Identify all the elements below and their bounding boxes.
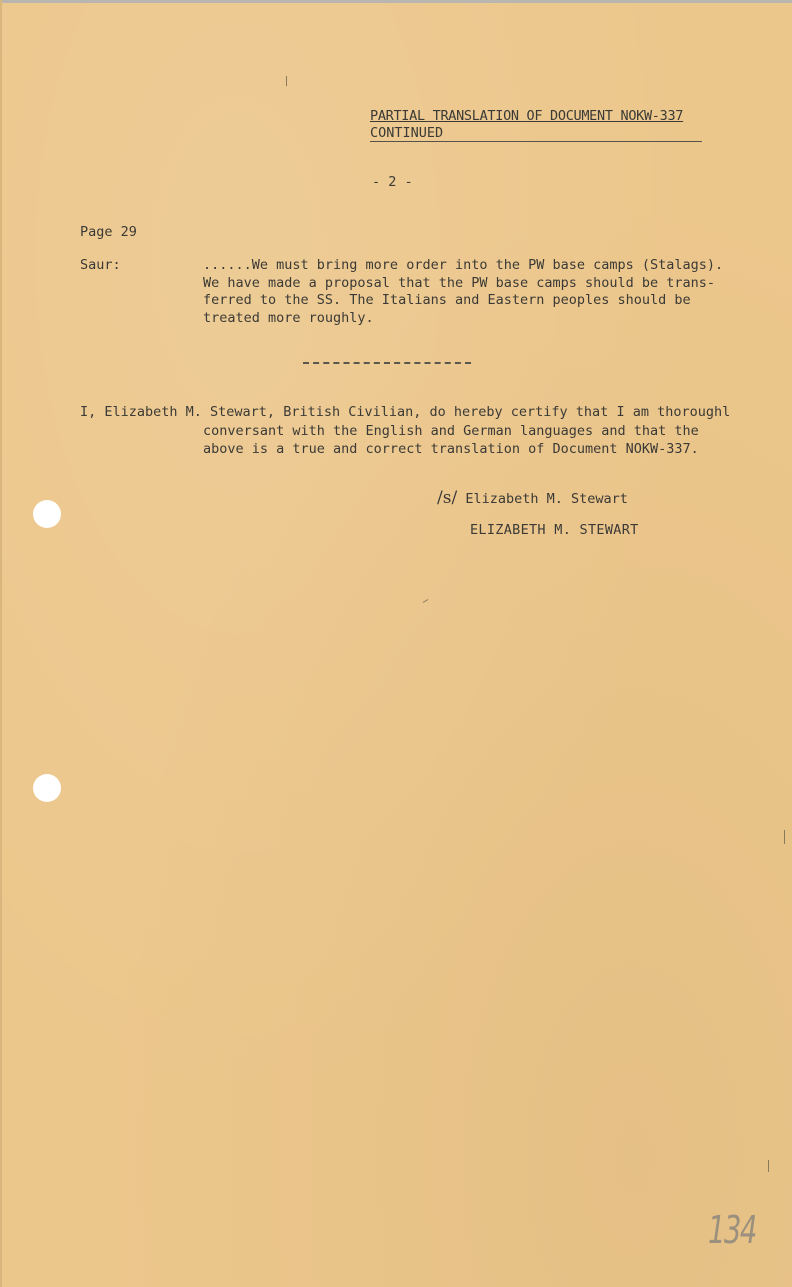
paper-mark xyxy=(784,830,785,844)
signature-line xyxy=(437,488,628,508)
signature-mark: /s/ xyxy=(437,488,458,508)
speech-line: ......We must bring more order into the PW base camps (Stalags). xyxy=(203,257,724,273)
speaker-label: Saur: xyxy=(80,257,121,273)
paper-mark xyxy=(768,1160,769,1172)
page-reference: Page 29 xyxy=(80,224,137,240)
page-number: - 2 - xyxy=(372,174,413,190)
certification-spacer xyxy=(203,404,699,422)
scan-top-edge xyxy=(0,0,792,3)
document-heading xyxy=(370,108,683,142)
speech-line: treated more roughly. xyxy=(203,309,374,326)
signature-name: Elizabeth M. Stewart xyxy=(465,491,628,507)
certification-line-1-rest: British Civilian, do hereby certify that I am thoroughl xyxy=(275,404,731,420)
section-separator xyxy=(303,362,471,364)
scan-left-edge xyxy=(0,0,2,1287)
punch-hole xyxy=(33,500,61,528)
heading-line-1: PARTIAL TRANSLATION OF DOCUMENT NOKW-337 xyxy=(370,108,684,124)
heading-underline xyxy=(370,141,702,142)
speech-line: We have made a proposal that the PW base camps should be trans- xyxy=(203,274,716,291)
handwritten-page-number: 134 xyxy=(708,1208,756,1252)
paper-mark xyxy=(286,76,287,86)
speech-paragraph xyxy=(203,257,763,327)
heading-line-2: CONTINUED xyxy=(370,125,444,141)
paper-mark xyxy=(423,599,429,603)
certification-line: above is a true and correct translation of Document NOKW-337. xyxy=(203,441,699,457)
certification-paragraph xyxy=(203,404,699,458)
printed-name: ELIZABETH M. STEWART xyxy=(470,522,639,538)
certification-lead: I, Elizabeth M. Stewart, xyxy=(80,404,276,420)
punch-hole xyxy=(33,774,61,802)
speech-line: ferred to the SS. The Italians and Eastern peoples should be xyxy=(203,292,691,308)
certification-line: conversant with the English and German languages and that the xyxy=(203,423,699,439)
